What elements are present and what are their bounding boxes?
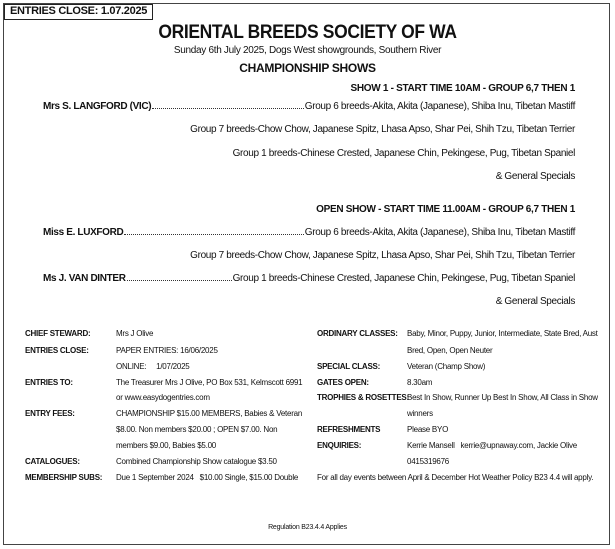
show2-judge1-row xyxy=(43,226,575,238)
ordinary-classes-label: ORDINARY CLASSES: xyxy=(317,329,398,338)
show2-heading: OPEN SHOW - START TIME 11.00AM - GROUP 6,7 THEN 1 xyxy=(316,204,575,215)
show2-group7-line: Group 7 breeds-Chow Chow, Japanese Spitz, Lhasa Apso, Shar Pei, Shih Tzu, Tibetan Terrier xyxy=(190,250,575,261)
show2-general-specials: & General Specials xyxy=(495,296,575,307)
enquiries-line1: Kerrie Mansell kerrie@upnaway.com, Jackie Olive xyxy=(407,441,578,450)
regulation-footer: Regulation B23.4.4 Applies xyxy=(268,524,347,531)
entries-close-online: ONLINE: 1/07/2025 xyxy=(116,362,190,371)
leader-dots xyxy=(152,100,304,109)
leader-dots xyxy=(127,272,232,281)
judge-name: Ms J. VAN DINTER xyxy=(43,273,126,284)
entries-to-label: ENTRIES TO: xyxy=(25,378,73,387)
chief-steward-label: CHIEF STEWARD: xyxy=(25,329,91,338)
enquiries-line2: 0415319676 xyxy=(407,457,449,466)
entries-close-label: ENTRIES CLOSE: xyxy=(25,346,89,355)
membership-value: Due 1 September 2024 $10.00 Single, $15.00 Double xyxy=(116,473,299,482)
show1-group7-line: Group 7 breeds-Chow Chow, Japanese Spitz, Lhasa Apso, Shar Pei, Shih Tzu, Tibetan Terrier xyxy=(190,124,575,135)
entry-fees-label: ENTRY FEES: xyxy=(25,409,75,418)
entry-fees-line1: CHAMPIONSHIP $15.00 MEMBERS, Babies & Veteran xyxy=(116,409,303,418)
show1-group1-line: Group 1 breeds-Chinese Crested, Japanese Chin, Pekingese, Pug, Tibetan Spaniel xyxy=(232,148,575,159)
refreshments-label: REFRESHMENTS xyxy=(317,425,381,434)
event-subtitle: Sunday 6th July 2025, Dogs West showgrounds, Southern River xyxy=(173,45,442,56)
trophies-line2: winners xyxy=(407,409,433,418)
judge-breeds: Group 6 breeds-Akita, Akita (Japanese), Shiba Inu, Tibetan Mastiff xyxy=(304,101,575,112)
membership-label: MEMBERSHIP SUBS: xyxy=(25,473,103,482)
entries-close-badge: ENTRIES CLOSE: 1.07.2025 xyxy=(4,4,153,20)
chief-steward-value: Mrs J Olive xyxy=(116,329,154,338)
leader-dots xyxy=(124,226,303,235)
catalogues-value: Combined Championship Show catalogue $3.50 xyxy=(116,457,277,466)
page-title: ORIENTAL BREEDS SOCIETY OF WA xyxy=(158,22,457,43)
judge-name: Miss E. LUXFORD xyxy=(43,227,124,238)
entries-to-website[interactable]: or www.easydogentries.com xyxy=(116,393,210,402)
catalogues-label: CATALOGUES: xyxy=(25,457,80,466)
shows-title: CHAMPIONSHIP SHOWS xyxy=(239,61,376,75)
trophies-label: TROPHIES & ROSETTES: xyxy=(317,393,409,402)
show1-judge1-row xyxy=(43,100,575,112)
special-class-label: SPECIAL CLASS: xyxy=(317,362,381,371)
enquiries-label: ENQUIRIES: xyxy=(317,441,362,450)
gates-open-value: 8.30am xyxy=(407,378,433,387)
show1-general-specials: & General Specials xyxy=(495,171,575,182)
entries-close-paper: PAPER ENTRIES: 16/06/2025 xyxy=(116,346,218,355)
show2-judge2-row xyxy=(43,272,575,284)
judge-breeds: Group 1 breeds-Chinese Crested, Japanese Chin, Pekingese, Pug, Tibetan Spaniel xyxy=(232,273,575,284)
entry-fees-line2: $8.00. Non members $20.00 ; OPEN $7.00. Non xyxy=(116,425,278,434)
entries-to-address: The Treasurer Mrs J Olive, PO Box 531, Kelmscott 6991 xyxy=(116,378,303,387)
judge-name: Mrs S. LANGFORD (VIC) xyxy=(43,101,152,112)
entry-fees-line3: members $9.00, Babies $5.00 xyxy=(116,441,216,450)
weather-policy-note: For all day events between April & December Hot Weather Policy B23 4.4 will apply. xyxy=(317,473,594,482)
ordinary-classes-line1: Baby, Minor, Puppy, Junior, Intermediate, State Bred, Aust xyxy=(407,329,598,338)
judge-breeds: Group 6 breeds-Akita, Akita (Japanese), Shiba Inu, Tibetan Mastiff xyxy=(304,227,575,238)
refreshments-value: Please BYO xyxy=(407,425,449,434)
special-class-value: Veteran (Champ Show) xyxy=(407,362,486,371)
show1-heading: SHOW 1 - START TIME 10AM - GROUP 6,7 THEN 1 xyxy=(350,83,575,94)
ordinary-classes-line2: Bred, Open, Open Neuter xyxy=(407,346,493,355)
trophies-line1: Best In Show, Runner Up Best In Show, All Class in Show xyxy=(407,393,598,402)
gates-open-label: GATES OPEN: xyxy=(317,378,369,387)
